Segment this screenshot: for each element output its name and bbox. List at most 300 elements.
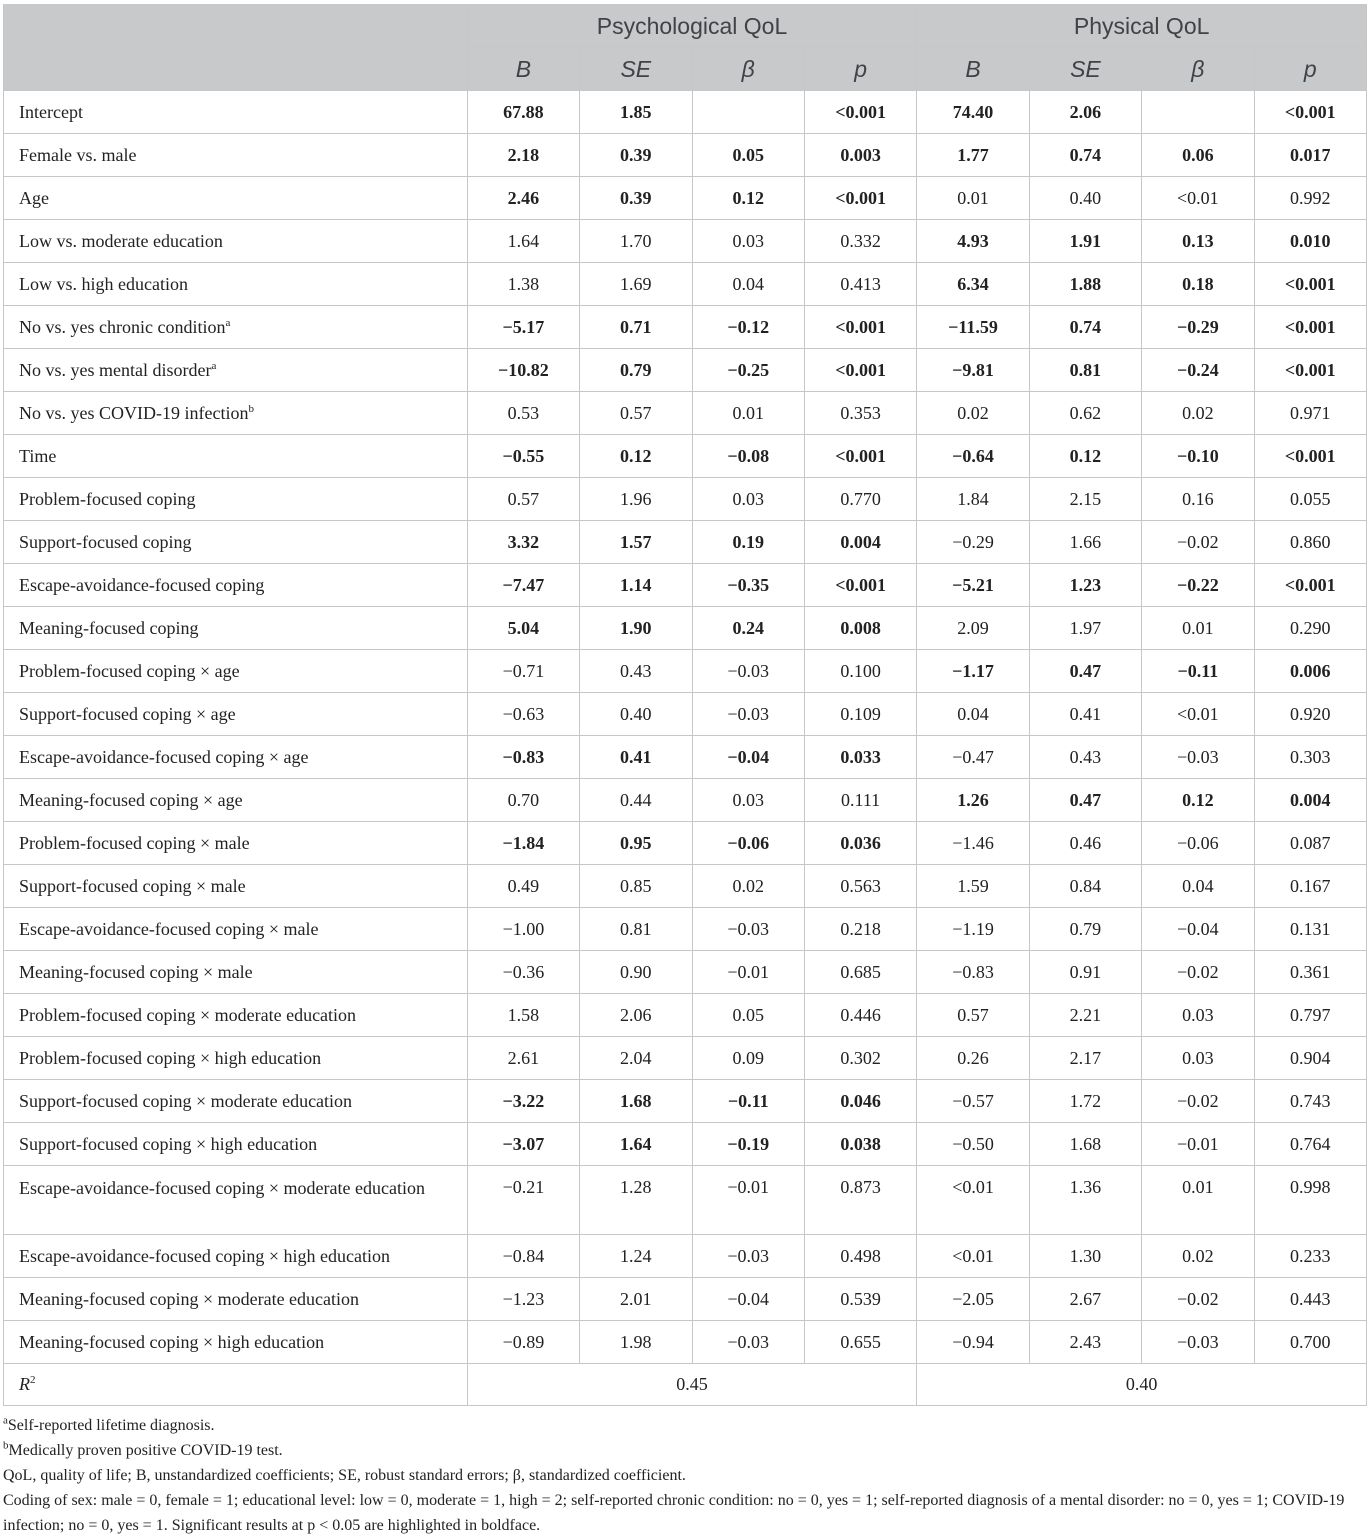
table-cell: 0.62 bbox=[1029, 392, 1141, 435]
table-cell: 1.26 bbox=[917, 779, 1029, 822]
table-cell: <0.001 bbox=[1254, 349, 1366, 392]
table-cell: −0.01 bbox=[692, 1166, 804, 1235]
table-cell: <0.01 bbox=[917, 1166, 1029, 1235]
table-cell: 0.43 bbox=[580, 650, 692, 693]
row-label bbox=[4, 908, 468, 951]
table-cell: −1.19 bbox=[917, 908, 1029, 951]
row-label bbox=[4, 1321, 468, 1364]
table-cell: −0.35 bbox=[692, 564, 804, 607]
table-cell: −0.57 bbox=[917, 1080, 1029, 1123]
table-cell: 0.038 bbox=[804, 1123, 916, 1166]
table-cell: 1.90 bbox=[580, 607, 692, 650]
table-cell: 4.93 bbox=[917, 220, 1029, 263]
row-label-text: Problem-focused coping × age bbox=[19, 660, 240, 681]
row-label-text: Problem-focused coping × high education bbox=[19, 1047, 322, 1068]
table-cell: −0.04 bbox=[692, 736, 804, 779]
table-row bbox=[4, 779, 1367, 822]
table-cell: 0.26 bbox=[917, 1037, 1029, 1080]
row-label bbox=[4, 263, 468, 306]
table-cell: 0.131 bbox=[1254, 908, 1366, 951]
row-label-text: Escape-avoidance-focused coping × male bbox=[19, 918, 319, 939]
table-cell: <0.001 bbox=[1254, 564, 1366, 607]
table-cell: 6.34 bbox=[917, 263, 1029, 306]
table-cell: −0.02 bbox=[1142, 1278, 1254, 1321]
row-label-text: Support-focused coping × moderate education bbox=[19, 1090, 353, 1111]
table-cell: <0.001 bbox=[804, 435, 916, 478]
table-cell: −5.17 bbox=[467, 306, 579, 349]
table-cell: 0.41 bbox=[1029, 693, 1141, 736]
table-cell: −0.12 bbox=[692, 306, 804, 349]
row-label bbox=[4, 564, 468, 607]
table-row bbox=[4, 1123, 1367, 1166]
table-cell: −3.22 bbox=[467, 1080, 579, 1123]
table-cell: −0.01 bbox=[692, 951, 804, 994]
row-label-text: Meaning-focused coping × male bbox=[19, 961, 253, 982]
header-subcol: B bbox=[467, 48, 579, 91]
table-cell: 0.18 bbox=[1142, 263, 1254, 306]
row-label bbox=[4, 1037, 468, 1080]
table-cell: 2.61 bbox=[467, 1037, 579, 1080]
table-cell: 0.764 bbox=[1254, 1123, 1366, 1166]
table-cell: 0.04 bbox=[1142, 865, 1254, 908]
table-cell: −0.89 bbox=[467, 1321, 579, 1364]
table-cell: 0.303 bbox=[1254, 736, 1366, 779]
header-subcol: β bbox=[1142, 48, 1254, 91]
table-cell: 0.79 bbox=[580, 349, 692, 392]
table-cell: 0.539 bbox=[804, 1278, 916, 1321]
table-cell: 1.97 bbox=[1029, 607, 1141, 650]
table-cell: −1.84 bbox=[467, 822, 579, 865]
table-cell: 1.28 bbox=[580, 1166, 692, 1235]
table-cell: −0.50 bbox=[917, 1123, 1029, 1166]
table-cell: 0.498 bbox=[804, 1235, 916, 1278]
table-cell: 0.09 bbox=[692, 1037, 804, 1080]
table-cell: −0.11 bbox=[1142, 650, 1254, 693]
table-cell: −0.08 bbox=[692, 435, 804, 478]
table-cell: 0.12 bbox=[580, 435, 692, 478]
table-cell: 0.03 bbox=[1142, 994, 1254, 1037]
table-cell: 0.13 bbox=[1142, 220, 1254, 263]
table-cell: −0.83 bbox=[917, 951, 1029, 994]
row-label bbox=[4, 951, 468, 994]
row-label-text: No vs. yes mental disorder bbox=[19, 359, 212, 380]
table-cell: <0.001 bbox=[1254, 306, 1366, 349]
table-cell: 0.02 bbox=[1142, 1235, 1254, 1278]
table-cell: 0.40 bbox=[580, 693, 692, 736]
table-cell: 0.47 bbox=[1029, 779, 1141, 822]
table-cell: 0.992 bbox=[1254, 177, 1366, 220]
table-cell: 0.57 bbox=[467, 478, 579, 521]
row-label-text: No vs. yes COVID-19 infection bbox=[19, 402, 249, 423]
table-cell: 0.03 bbox=[1142, 1037, 1254, 1080]
r-squared-row bbox=[4, 1364, 1367, 1406]
table-cell: 0.57 bbox=[580, 392, 692, 435]
header-blank bbox=[4, 5, 468, 91]
table-cell: <0.001 bbox=[1254, 435, 1366, 478]
table-cell: 0.109 bbox=[804, 693, 916, 736]
table-cell: 0.57 bbox=[917, 994, 1029, 1037]
table-cell: 1.38 bbox=[467, 263, 579, 306]
table-cell: 1.85 bbox=[580, 91, 692, 134]
table-cell: 0.81 bbox=[580, 908, 692, 951]
footnote-text: Self-reported lifetime diagnosis. bbox=[7, 1417, 215, 1434]
table-cell: 1.66 bbox=[1029, 521, 1141, 564]
table-cell: 1.59 bbox=[917, 865, 1029, 908]
row-label bbox=[4, 1080, 468, 1123]
table-cell: −0.83 bbox=[467, 736, 579, 779]
table-cell: 0.563 bbox=[804, 865, 916, 908]
table-cell: 0.71 bbox=[580, 306, 692, 349]
table-cell: 0.302 bbox=[804, 1037, 916, 1080]
row-label-text: Meaning-focused coping bbox=[19, 617, 199, 638]
table-cell: −0.21 bbox=[467, 1166, 579, 1235]
table-cell: 0.19 bbox=[692, 521, 804, 564]
table-cell: 1.98 bbox=[580, 1321, 692, 1364]
table-cell: 2.46 bbox=[467, 177, 579, 220]
table-cell: 0.797 bbox=[1254, 994, 1366, 1037]
table-cell: <0.001 bbox=[804, 91, 916, 134]
table-cell: 0.100 bbox=[804, 650, 916, 693]
table-cell: 2.15 bbox=[1029, 478, 1141, 521]
table-cell: −0.03 bbox=[692, 1235, 804, 1278]
table-cell: 0.087 bbox=[1254, 822, 1366, 865]
table-cell: 0.40 bbox=[1029, 177, 1141, 220]
table-cell: 2.18 bbox=[467, 134, 579, 177]
table-cell: 0.05 bbox=[692, 134, 804, 177]
table-row bbox=[4, 607, 1367, 650]
table-cell: <0.001 bbox=[1254, 263, 1366, 306]
r-squared-physical: 0.40 bbox=[917, 1364, 1367, 1406]
table-cell: −0.03 bbox=[692, 650, 804, 693]
row-label-text: Low vs. moderate education bbox=[19, 230, 223, 251]
table-cell bbox=[692, 91, 804, 134]
table-cell: 2.21 bbox=[1029, 994, 1141, 1037]
table-cell: 1.96 bbox=[580, 478, 692, 521]
row-label-text: Meaning-focused coping × high education bbox=[19, 1331, 325, 1352]
table-cell: 0.233 bbox=[1254, 1235, 1366, 1278]
table-cell: 1.72 bbox=[1029, 1080, 1141, 1123]
table-cell: 1.88 bbox=[1029, 263, 1141, 306]
table-cell: −1.46 bbox=[917, 822, 1029, 865]
table-cell: −1.00 bbox=[467, 908, 579, 951]
row-label bbox=[4, 134, 468, 177]
table-cell: 1.58 bbox=[467, 994, 579, 1037]
row-label-text: Problem-focused coping × moderate education bbox=[19, 1004, 357, 1025]
table-cell: 0.873 bbox=[804, 1166, 916, 1235]
table-cell: 1.14 bbox=[580, 564, 692, 607]
table-cell: <0.001 bbox=[804, 177, 916, 220]
table-cell: 1.30 bbox=[1029, 1235, 1141, 1278]
table-cell: 1.68 bbox=[580, 1080, 692, 1123]
table-cell: −1.17 bbox=[917, 650, 1029, 693]
table-row bbox=[4, 1278, 1367, 1321]
table-cell: −0.02 bbox=[1142, 1080, 1254, 1123]
table-cell: 0.04 bbox=[692, 263, 804, 306]
table-row bbox=[4, 865, 1367, 908]
row-label bbox=[4, 822, 468, 865]
footnote bbox=[3, 1413, 1367, 1438]
table-cell: 1.64 bbox=[467, 220, 579, 263]
table-cell: 0.81 bbox=[1029, 349, 1141, 392]
table-cell: 1.84 bbox=[917, 478, 1029, 521]
table-cell: −0.24 bbox=[1142, 349, 1254, 392]
row-label-text: Meaning-focused coping × moderate education bbox=[19, 1288, 360, 1309]
row-label-text: Escape-avoidance-focused coping × high education bbox=[19, 1245, 391, 1266]
table-cell: 0.01 bbox=[1142, 607, 1254, 650]
table-cell: 2.17 bbox=[1029, 1037, 1141, 1080]
table-row bbox=[4, 1037, 1367, 1080]
footnote-text: Medically proven positive COVID-19 test. bbox=[8, 1442, 283, 1459]
row-label bbox=[4, 1235, 468, 1278]
table-cell: −0.94 bbox=[917, 1321, 1029, 1364]
footnote bbox=[3, 1438, 1367, 1463]
table-cell: 1.70 bbox=[580, 220, 692, 263]
table-cell: −0.02 bbox=[1142, 521, 1254, 564]
r-squared-label bbox=[4, 1364, 468, 1406]
table-cell: 0.971 bbox=[1254, 392, 1366, 435]
table-cell: −0.04 bbox=[692, 1278, 804, 1321]
table-cell: 0.44 bbox=[580, 779, 692, 822]
table-cell: 0.167 bbox=[1254, 865, 1366, 908]
footnote-marker: a bbox=[211, 359, 217, 372]
table-cell: 0.85 bbox=[580, 865, 692, 908]
table-cell: 0.49 bbox=[467, 865, 579, 908]
table-cell: 0.12 bbox=[1029, 435, 1141, 478]
row-label-text: Support-focused coping × high education bbox=[19, 1133, 318, 1154]
table-cell: 0.53 bbox=[467, 392, 579, 435]
r-squared-label-text: R bbox=[19, 1374, 30, 1394]
row-label bbox=[4, 478, 468, 521]
row-label bbox=[4, 521, 468, 564]
table-cell: 0.443 bbox=[1254, 1278, 1366, 1321]
r-squared-exponent: 2 bbox=[30, 1374, 36, 1386]
table-row bbox=[4, 435, 1367, 478]
table-row bbox=[4, 650, 1367, 693]
table-cell: <0.01 bbox=[917, 1235, 1029, 1278]
table-cell: 0.111 bbox=[804, 779, 916, 822]
table-cell: −2.05 bbox=[917, 1278, 1029, 1321]
table-cell: −0.36 bbox=[467, 951, 579, 994]
table-cell: 0.91 bbox=[1029, 951, 1141, 994]
table-cell: 0.79 bbox=[1029, 908, 1141, 951]
row-label bbox=[4, 693, 468, 736]
row-label-text: Time bbox=[19, 445, 57, 466]
table-footnotes bbox=[3, 1406, 1367, 1538]
table-cell: 0.05 bbox=[692, 994, 804, 1037]
table-cell: 0.046 bbox=[804, 1080, 916, 1123]
table-cell: −0.06 bbox=[1142, 822, 1254, 865]
table-cell: 0.39 bbox=[580, 134, 692, 177]
table-cell: −9.81 bbox=[917, 349, 1029, 392]
table-cell: 5.04 bbox=[467, 607, 579, 650]
table-cell: −0.02 bbox=[1142, 951, 1254, 994]
table-cell: <0.001 bbox=[1254, 91, 1366, 134]
table-cell: 0.02 bbox=[917, 392, 1029, 435]
table-cell: 74.40 bbox=[917, 91, 1029, 134]
table-cell: 0.353 bbox=[804, 392, 916, 435]
table-cell: 2.04 bbox=[580, 1037, 692, 1080]
table-cell: −0.06 bbox=[692, 822, 804, 865]
table-cell: −0.47 bbox=[917, 736, 1029, 779]
footnote bbox=[3, 1488, 1367, 1538]
table-cell: 2.01 bbox=[580, 1278, 692, 1321]
table-cell: 1.91 bbox=[1029, 220, 1141, 263]
row-label bbox=[4, 650, 468, 693]
table-row bbox=[4, 521, 1367, 564]
row-label-text: Escape-avoidance-focused coping bbox=[19, 574, 265, 595]
row-label-text: Support-focused coping × age bbox=[19, 703, 236, 724]
table-cell: 0.70 bbox=[467, 779, 579, 822]
footnote-marker: b bbox=[3, 1439, 9, 1452]
row-label bbox=[4, 1278, 468, 1321]
table-cell: 0.446 bbox=[804, 994, 916, 1037]
table-container bbox=[3, 4, 1367, 1538]
table-cell: 0.004 bbox=[804, 521, 916, 564]
table-cell: −0.03 bbox=[692, 693, 804, 736]
table-cell: 0.361 bbox=[1254, 951, 1366, 994]
header-physical-qol: Physical QoL bbox=[917, 5, 1367, 48]
footnote bbox=[3, 1463, 1367, 1488]
row-label-text: Age bbox=[19, 187, 49, 208]
table-row bbox=[4, 306, 1367, 349]
table-row bbox=[4, 134, 1367, 177]
table-cell: 1.23 bbox=[1029, 564, 1141, 607]
table-cell: <0.01 bbox=[1142, 693, 1254, 736]
table-row bbox=[4, 177, 1367, 220]
row-label bbox=[4, 736, 468, 779]
table-cell: 0.03 bbox=[692, 478, 804, 521]
table-cell: −0.29 bbox=[1142, 306, 1254, 349]
row-label bbox=[4, 435, 468, 478]
table-cell: 0.655 bbox=[804, 1321, 916, 1364]
table-cell: 0.290 bbox=[1254, 607, 1366, 650]
table-cell: 0.39 bbox=[580, 177, 692, 220]
footnote-marker: a bbox=[3, 1414, 8, 1427]
table-cell: 0.01 bbox=[917, 177, 1029, 220]
table-cell: −0.64 bbox=[917, 435, 1029, 478]
row-label bbox=[4, 392, 468, 435]
header-subcol: β bbox=[692, 48, 804, 91]
table-cell: −0.84 bbox=[467, 1235, 579, 1278]
table-row bbox=[4, 478, 1367, 521]
row-label-text: Intercept bbox=[19, 101, 83, 122]
footnote-marker: b bbox=[248, 402, 254, 415]
table-cell: 3.32 bbox=[467, 521, 579, 564]
table-cell: −3.07 bbox=[467, 1123, 579, 1166]
table-cell: −11.59 bbox=[917, 306, 1029, 349]
table-cell: <0.001 bbox=[804, 306, 916, 349]
table-cell: <0.001 bbox=[804, 564, 916, 607]
table-cell: −0.10 bbox=[1142, 435, 1254, 478]
table-row bbox=[4, 822, 1367, 865]
table-cell: −7.47 bbox=[467, 564, 579, 607]
table-row bbox=[4, 693, 1367, 736]
table-cell: 0.006 bbox=[1254, 650, 1366, 693]
table-cell: 1.57 bbox=[580, 521, 692, 564]
r-squared-psychological: 0.45 bbox=[467, 1364, 917, 1406]
header-subcol: p bbox=[1254, 48, 1366, 91]
table-cell: 67.88 bbox=[467, 91, 579, 134]
table-cell: 0.12 bbox=[692, 177, 804, 220]
table-row bbox=[4, 564, 1367, 607]
table-cell: 1.68 bbox=[1029, 1123, 1141, 1166]
table-cell: 0.036 bbox=[804, 822, 916, 865]
table-cell: −0.03 bbox=[1142, 736, 1254, 779]
row-label bbox=[4, 220, 468, 263]
table-cell: 0.01 bbox=[692, 392, 804, 435]
table-cell bbox=[1142, 91, 1254, 134]
table-cell: <0.01 bbox=[1142, 177, 1254, 220]
table-row bbox=[4, 91, 1367, 134]
table-row bbox=[4, 1166, 1367, 1235]
table-cell: 0.41 bbox=[580, 736, 692, 779]
table-cell: 2.09 bbox=[917, 607, 1029, 650]
header-subcol: p bbox=[804, 48, 916, 91]
table-cell: 2.67 bbox=[1029, 1278, 1141, 1321]
table-cell: 1.36 bbox=[1029, 1166, 1141, 1235]
table-cell: 0.920 bbox=[1254, 693, 1366, 736]
table-cell: −0.71 bbox=[467, 650, 579, 693]
header-subcol: B bbox=[917, 48, 1029, 91]
header-subcol: SE bbox=[580, 48, 692, 91]
table-cell: 0.03 bbox=[692, 220, 804, 263]
table-cell: −0.19 bbox=[692, 1123, 804, 1166]
table-cell: −0.03 bbox=[1142, 1321, 1254, 1364]
footnote-marker: a bbox=[225, 316, 231, 329]
table-cell: 0.46 bbox=[1029, 822, 1141, 865]
table-row bbox=[4, 392, 1367, 435]
table-cell: 0.01 bbox=[1142, 1166, 1254, 1235]
table-cell: 0.413 bbox=[804, 263, 916, 306]
table-cell: 0.03 bbox=[692, 779, 804, 822]
table-cell: −10.82 bbox=[467, 349, 579, 392]
table-row bbox=[4, 1321, 1367, 1364]
table-cell: 0.332 bbox=[804, 220, 916, 263]
table-cell: <0.001 bbox=[804, 349, 916, 392]
row-label-text: Problem-focused coping bbox=[19, 488, 196, 509]
row-label bbox=[4, 865, 468, 908]
table-cell: 0.685 bbox=[804, 951, 916, 994]
table-row bbox=[4, 994, 1367, 1037]
header-psychological-qol: Psychological QoL bbox=[467, 5, 917, 48]
row-label-text: Meaning-focused coping × age bbox=[19, 789, 243, 810]
table-cell: 0.218 bbox=[804, 908, 916, 951]
table-cell: −0.11 bbox=[692, 1080, 804, 1123]
row-label bbox=[4, 91, 468, 134]
row-label-text: Female vs. male bbox=[19, 144, 137, 165]
table-cell: 2.43 bbox=[1029, 1321, 1141, 1364]
table-cell: −0.63 bbox=[467, 693, 579, 736]
table-cell: 0.017 bbox=[1254, 134, 1366, 177]
table-row bbox=[4, 736, 1367, 779]
row-label bbox=[4, 1166, 468, 1235]
table-row bbox=[4, 908, 1367, 951]
table-cell: 0.16 bbox=[1142, 478, 1254, 521]
table-cell: 0.003 bbox=[804, 134, 916, 177]
table-cell: 1.69 bbox=[580, 263, 692, 306]
table-cell: 0.04 bbox=[917, 693, 1029, 736]
table-cell: 0.90 bbox=[580, 951, 692, 994]
table-cell: 0.770 bbox=[804, 478, 916, 521]
row-label-text: Escape-avoidance-focused coping × moderate education bbox=[19, 1178, 425, 1198]
table-cell: −0.22 bbox=[1142, 564, 1254, 607]
table-cell: 0.12 bbox=[1142, 779, 1254, 822]
table-cell: 0.74 bbox=[1029, 306, 1141, 349]
footnote-text: Coding of sex: male = 0, female = 1; educational level: low = 0, moderate = 1, high = 2; self-reported chronic condition: no = 0, yes = 1; self-reported diagnosis of a mental disorder: no = 0, yes = 1; COVID-19 infection; no = 0, yes = 1. Significant results at p < 0.05 are highlighted in boldface. bbox=[3, 1492, 1345, 1534]
table-cell: 0.004 bbox=[1254, 779, 1366, 822]
row-label bbox=[4, 1123, 468, 1166]
row-label bbox=[4, 349, 468, 392]
